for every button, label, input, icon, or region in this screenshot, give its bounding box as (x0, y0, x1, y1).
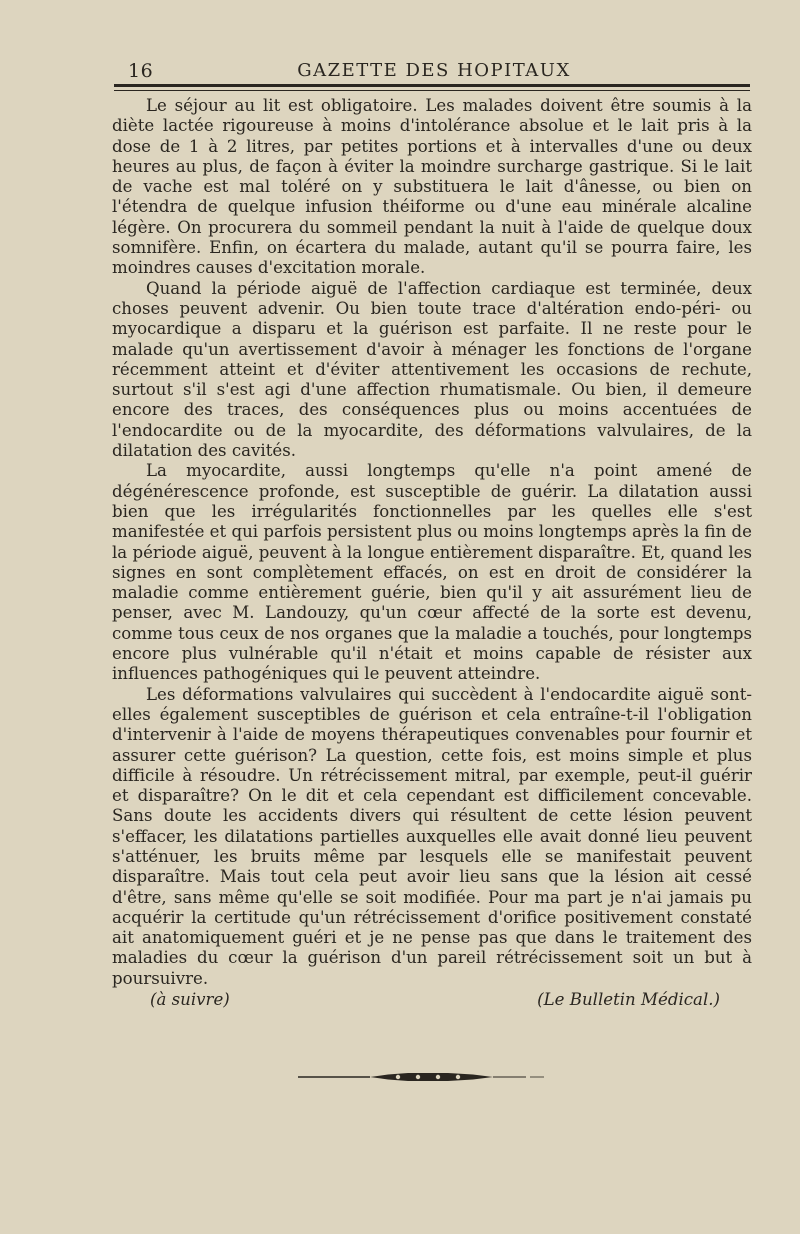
header-rule-thin (114, 90, 750, 91)
continued-note: (à suivre) (150, 990, 230, 1009)
paragraph-3: La myocardite, aussi longtemps qu'elle n'a point amené de dégénérescence profonde, est susceptible de guérir. La dilatation aussi bien que les irrégularités fonctionnelles par les quelles elle s'est manifestée et qui parfois persistent plus ou moins longtemps après la fin de la période aiguë, peuvent à la longue entièrement disparaître. Et, quand les signes en sont complètement effacés, on est en droit de considérer la maladie comme entièrement guérie, bien qu'il y ait assurément lieu de penser, avec M. Landouzy, qu'un cœur affecté de la sorte est devenu, comme tous ceux de nos organes que la maladie a touchés, pour longtemps encore plus vulnérable qu'il n'était et moins capable de résister aux influences pathogéniques qui le peuvent atteindre. (112, 461, 752, 684)
paragraph-2: Quand la période aiguë de l'affection cardiaque est terminée, deux choses peuvent advenir. Ou bien toute trace d'altération endo-péri- ou myocardique a disparu et la guérison est parfaite. Il ne reste pour le malade qu'un avertissement d'avoir à ménager les fonctions de l'organe récemment atteint et d'éviter attentivement les occasions de rechute, surtout s'il s'est agi d'une affection rhumatismale. Ou bien, il demeure encore des traces, des conséquences plus ou moins accentuées de l'endocardite ou de la myocardite, des déformations valvulaires, de la dilatation des cavités. (112, 278, 752, 461)
page-header (118, 56, 750, 82)
article-body (112, 96, 752, 989)
journal-title: GAZETTE DES HOPITAUX (297, 60, 571, 81)
source-attribution: (Le Bulletin Médical.) (537, 990, 720, 1009)
paragraph-4: Les déformations valvulaires qui succèdent à l'endocardite aiguë sont-elles également susceptibles de guérison et cela entraîne-t-il l'obligation d'intervenir à l'aide de moyens thérapeutiques convenables pour fournir et assurer cette guérison? La question, cette fois, est moins simple et plus difficile à résoudre. Un rétrécissement mitral, par exemple, peut-il guérir et disparaître? On le dit et cela cependant est difficilement concevable. Sans doute les accidents divers qui résultent de cette lésion peuvent s'effacer, les dilatations partielles auxquelles elle avait donné lieu peuvent s'atténuer, les bruits même par lesquels elle se manifestait peuvent disparaître. Mais tout cela peut avoir lieu sans que la lésion ait cessé d'être, sans même qu'elle se soit modifiée. Pour ma part je n'ai jamais pu acquérir la certitude qu'un rétrécissement d'orifice positivement constaté ait anatomiquement guéri et je ne pense pas que dans le traitement des maladies du cœur la guérison d'un pareil rétrécissement soit un but à poursuivre. (112, 684, 752, 988)
header-rule-thick (114, 84, 750, 87)
paragraph-1: Le séjour au lit est obligatoire. Les malades doivent être soumis à la diète lactée rigoureuse à moins d'intolérance absolue et le lait pris à la dose de 1 à 2 litres, par petites portions et à intervalles d'une ou deux heures au plus, de façon à éviter la moindre surcharge gastrique. Si le lait de vache est mal toléré on y substituera le lait d'ânesse, ou bien on l'étendra de quelque infusion théiforme ou d'une eau minérale alcaline légère. On procurera du sommeil pendant la nuit à l'aide de quelque doux somnifère. Enfin, on écartera du malade, autant qu'il se pourra faire, les moindres causes d'excitation morale. (112, 96, 752, 278)
ornamental-divider (298, 1070, 544, 1084)
article-sign-off (150, 990, 720, 1014)
page-number: 16 (128, 60, 154, 82)
